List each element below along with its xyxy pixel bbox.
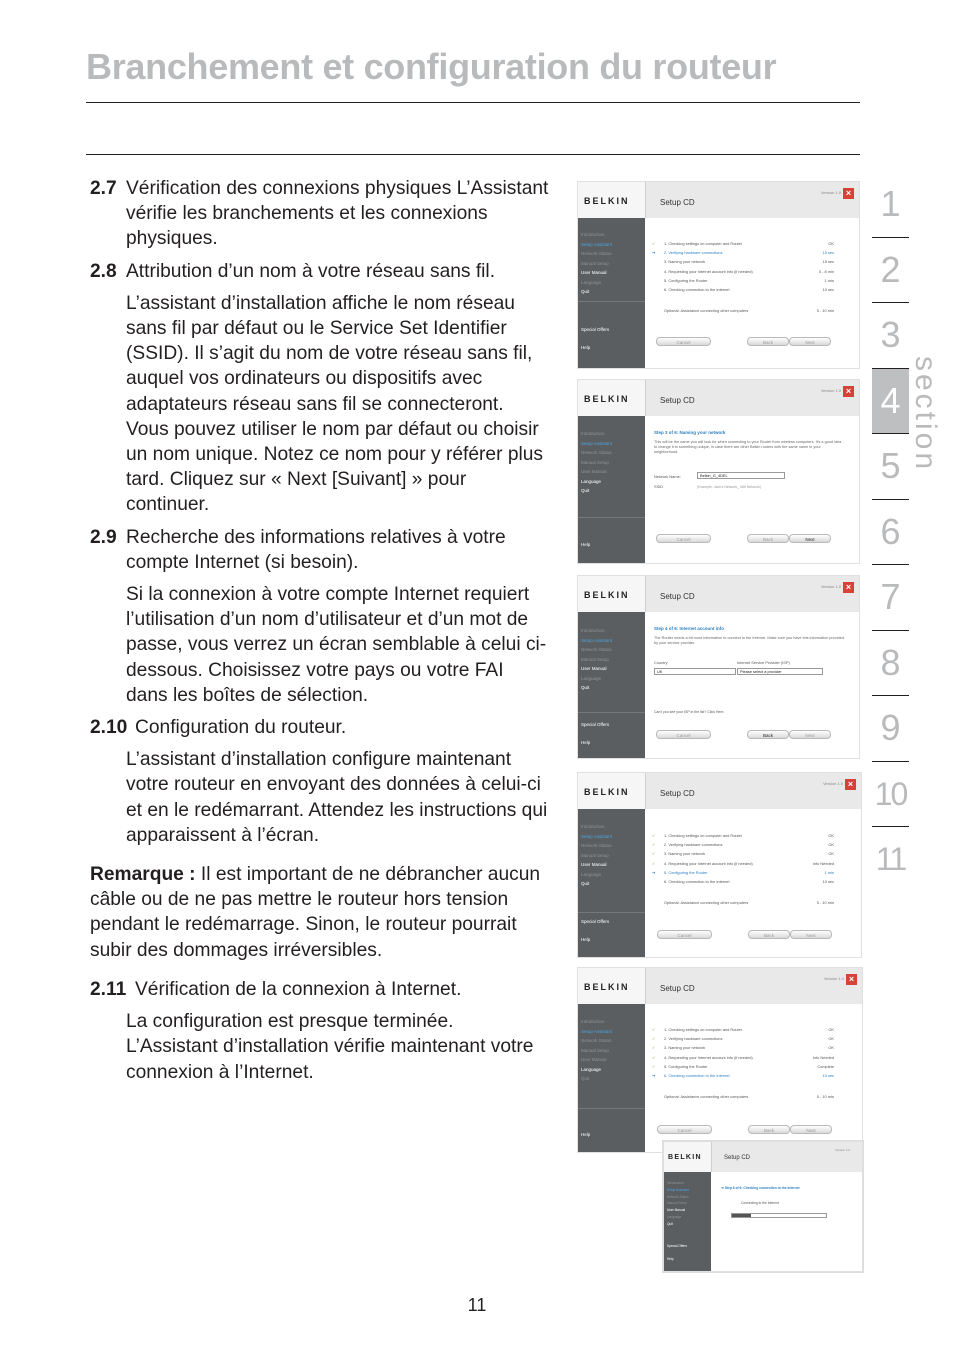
sidebar-help[interactable]: Help <box>581 542 591 547</box>
sidebar-item-language[interactable]: Language <box>581 1066 602 1072</box>
check-row: 4. Requesting your Internet account info (if needed) 0 - 8 min <box>664 268 834 274</box>
sidebar-item-manual-setup[interactable]: Manual Setup <box>667 1201 687 1206</box>
sidebar <box>578 416 645 563</box>
section-number-7[interactable]: 7 <box>872 565 909 631</box>
sidebar-help[interactable]: Help <box>667 1257 674 1261</box>
check-row: 3. Naming your network 15 sec <box>664 259 834 265</box>
sidebar-item-network-status[interactable]: Network Status <box>667 1194 689 1199</box>
sidebar-item-setup-assistant[interactable]: Setup Assistant <box>667 1187 689 1192</box>
section-nav <box>872 172 909 893</box>
screenshot-configuring-router <box>577 772 862 958</box>
sidebar-item-manual-setup[interactable]: Manual Setup <box>581 852 609 858</box>
isp-select[interactable]: Please select a provider <box>737 668 823 675</box>
main-panel <box>645 218 859 368</box>
step-heading: ➔ Step 6 of 6: Checking connection to the Internet <box>721 1186 800 1190</box>
sidebar-special-offers[interactable]: Special Offers <box>581 919 610 924</box>
check-icon: ✓ <box>652 833 656 838</box>
connection-status: Connecting to the Internet <box>741 1201 779 1205</box>
check-row: ✓ 2. Verifying hardware connections OK <box>652 840 834 849</box>
step-description: This will be the name you will look for when connecting to your Router from wireless computers. It's a good idea to change it to something unique, in case there are other Belkin routers with the same name in your neighborhood. <box>654 440 842 454</box>
belkin-logo: BELKIN <box>584 196 630 206</box>
check-row-current: ➔ 2. Verifying hardware connections 15 sec <box>652 248 834 257</box>
belkin-logo: BELKIN <box>584 982 630 992</box>
step-checklist <box>652 831 834 886</box>
cancel-button[interactable]: Cancel <box>656 534 711 543</box>
check-icon: ✓ <box>652 241 656 246</box>
cancel-button[interactable]: Cancel <box>657 930 712 939</box>
sidebar-item-language[interactable]: Language <box>667 1214 682 1219</box>
sidebar-item-user-manual[interactable]: User Manual <box>581 1057 607 1062</box>
next-button[interactable]: Next <box>789 534 831 543</box>
network-name-label: Network Name: <box>654 474 681 479</box>
sidebar-item-network-status[interactable]: Network Status <box>581 450 612 455</box>
section-number-1[interactable]: 1 <box>872 172 909 238</box>
item-2-7 <box>90 176 550 252</box>
belkin-logo: BELKIN <box>668 1154 702 1161</box>
sidebar-item-user-manual[interactable]: User Manual <box>581 469 607 474</box>
sidebar-item-language[interactable]: Language <box>581 871 602 877</box>
ssid-label: SSID <box>654 484 664 489</box>
sidebar-item-network-status[interactable]: Network Status <box>581 647 612 652</box>
next-button[interactable]: Next <box>789 730 831 739</box>
belkin-logo: BELKIN <box>584 590 630 600</box>
optional-assistance: Optional: Assistance connecting other computers 5 - 10 min <box>664 900 834 905</box>
section-number-8[interactable]: 8 <box>872 631 909 697</box>
item-number: 2.8 <box>90 260 117 282</box>
item-paragraph: La configuration est presque terminée. L’Assistant d’installation vérifie maintenant votre connexion à l’Internet. <box>126 1011 534 1083</box>
sidebar-divider <box>578 301 645 302</box>
item-text: Recherche des informations relatives à votre compte Internet (si besoin). <box>126 526 506 573</box>
sidebar-item-introduction[interactable]: Introduction <box>581 1019 605 1024</box>
item-paragraph: Si la connexion à votre compte Internet requiert l’utilisation d’un nom d’utilisateur et d’un mot de passe, vous verrez un écran semblable à celui ci-dessous. Choisissez votre pays ou votre FAI dans les boîtes de sélection. <box>126 584 547 706</box>
check-row: ✓ 1. Checking settings on computer and Router OK <box>652 831 834 840</box>
sidebar-special-offers[interactable]: Special Offers <box>581 722 610 727</box>
check-row: 6. Checking connection to the Internet 10 sec <box>664 879 834 885</box>
section-number-6[interactable]: 6 <box>872 500 909 566</box>
sidebar-item-language[interactable]: Language <box>581 279 602 285</box>
check-icon: ✓ <box>652 860 656 866</box>
check-row: ✓ 5. Configuring the Router Complete <box>652 1062 834 1071</box>
check-icon: ✓ <box>652 1045 656 1051</box>
logo-area <box>578 968 646 1004</box>
sidebar-item-quit[interactable]: Quit <box>581 1076 590 1081</box>
sidebar-item-quit[interactable]: Quit <box>581 488 590 493</box>
logo-area <box>578 773 646 809</box>
sidebar-item-user-manual[interactable]: User Manual <box>581 666 607 671</box>
window-title: Setup CD <box>660 396 695 405</box>
check-row: ✓ 1. Checking settings on computer and Router OK <box>652 239 834 248</box>
sidebar-divider <box>578 1108 645 1109</box>
main-panel <box>645 809 861 957</box>
main-panel <box>645 416 859 563</box>
sidebar-special-offers[interactable]: Special Offers <box>581 327 610 332</box>
sidebar-item-quit[interactable]: Quit <box>581 685 590 690</box>
country-label: Country <box>654 660 668 665</box>
next-button[interactable]: Next <box>789 337 831 346</box>
section-number-10[interactable]: 10 <box>872 762 909 828</box>
check-icon: ✓ <box>652 851 656 857</box>
sidebar-help[interactable]: Help <box>581 740 591 745</box>
sidebar-item-manual-setup[interactable]: Manual Setup <box>581 459 609 465</box>
check-row: ✓ 3. Naming your network OK <box>652 1043 834 1052</box>
check-row: ✓ 1. Checking settings on computer and Router OK <box>652 1025 834 1034</box>
version-label: Version 1.0 <box>820 388 841 393</box>
arrow-right-icon: ➔ <box>652 869 656 875</box>
item-number: 2.7 <box>90 178 117 199</box>
isp-help-link[interactable]: Can't you see your ISP in the list? Click Here. <box>654 710 725 714</box>
sidebar-item-manual-setup[interactable]: Manual Setup <box>581 1047 609 1053</box>
screenshot-account-info <box>577 575 860 759</box>
check-row: 5. Configuring the Router 1 min <box>664 277 834 283</box>
sidebar-divider <box>578 712 645 713</box>
item-2-10 <box>90 715 550 740</box>
sidebar-item-network-status[interactable]: Network Status <box>581 251 612 256</box>
item-2-8 <box>90 259 550 284</box>
screenshot-verifying-connections <box>577 181 860 369</box>
logo-area <box>578 576 646 612</box>
section-number-2[interactable]: 2 <box>872 238 909 304</box>
note-label: Remarque : <box>90 864 196 886</box>
check-row-current: ➔ 5. Configuring the Router 1 min <box>652 868 834 877</box>
version-label: Version 1.0 <box>820 190 841 195</box>
item-text: Attribution d’un nom à votre réseau sans fil. <box>126 260 496 282</box>
optional-assistance: Optional: Assistance connecting other computers 5 - 10 min <box>664 1094 834 1099</box>
page-number: 11 <box>467 1295 487 1315</box>
sidebar <box>664 1172 711 1271</box>
sidebar <box>578 1004 645 1152</box>
sidebar-item-user-manual[interactable]: User Manual <box>667 1208 686 1213</box>
item-text: Vérification de la connexion à Internet. <box>135 978 462 1000</box>
back-button[interactable]: Back <box>747 337 789 346</box>
window-title: Setup CD <box>660 984 695 993</box>
section-number-5[interactable]: 5 <box>872 434 909 500</box>
item-number: 2.9 <box>90 526 117 548</box>
section-number-9[interactable]: 9 <box>872 696 909 762</box>
belkin-logo: BELKIN <box>584 394 630 404</box>
check-icon: ✓ <box>652 1054 656 1060</box>
optional-assistance: Optional: Assistance connecting other computers 5 - 10 min <box>664 308 834 313</box>
sidebar <box>578 218 645 368</box>
sidebar-item-manual-setup[interactable]: Manual Setup <box>581 260 609 266</box>
sidebar-help[interactable]: Help <box>581 1132 591 1137</box>
item-number: 2.10 <box>90 717 128 739</box>
section-label-text: section <box>909 355 942 473</box>
sidebar-divider <box>578 912 645 913</box>
item-text: Configuration du routeur. <box>135 717 347 739</box>
body-text <box>90 176 550 1092</box>
item-paragraph: L’assistant d’installation affiche le nom réseau sans fil par défaut ou le Service Set Identifier (SSID). Il s’agit du nom de votre réseau sans fil, auquel vos ordinateurs ou dispositifs avec adaptateurs réseau sans fil se connecteront. Vous pouvez utiliser le nom par défaut ou choisir un nom unique. Notez ce nom pour y référer plus tard. Cliquez sur « Next [Suivant] » pour continuer. <box>126 292 544 516</box>
main-panel <box>711 1172 862 1271</box>
sidebar-item-introduction[interactable]: Introduction <box>581 628 605 633</box>
cancel-button[interactable]: Cancel <box>657 1125 712 1134</box>
logo-area <box>578 380 646 416</box>
step-description: The Router needs a bit more information to connect to the Internet. Make sure you have this information provided by your service provider. <box>654 636 844 645</box>
sidebar-item-introduction[interactable]: Introduction <box>581 232 605 237</box>
arrow-right-icon: ➔ <box>652 250 656 256</box>
arrow-right-icon: ➔ <box>721 1186 724 1190</box>
check-row: ✓ 3. Naming your network OK <box>652 849 834 858</box>
close-icon[interactable]: × <box>845 779 856 790</box>
sidebar-item-setup-assistant[interactable]: Setup Assistant <box>581 833 613 839</box>
check-row-current: ➔ 6. Checking connection to the Internet 10 sec <box>652 1071 834 1080</box>
section-number-3[interactable]: 3 <box>872 303 909 369</box>
back-button[interactable]: Back <box>748 1125 790 1134</box>
item-paragraph: L’assistant d’installation configure maintenant votre routeur en envoyant des données à celui-ci et en le redémarrant. Attendez les instructions qui apparaissent à l’écran. <box>126 749 548 846</box>
progress-fill <box>732 1214 751 1217</box>
item-2-9 <box>90 525 550 575</box>
check-icon: ✓ <box>652 1027 656 1032</box>
close-icon[interactable]: × <box>846 974 857 985</box>
version-label: Version 1.0 <box>823 976 844 981</box>
next-button[interactable]: Next <box>790 1125 832 1134</box>
window-title: Setup CD <box>724 1155 751 1161</box>
main-panel <box>645 612 859 758</box>
section-number-11[interactable]: 11 <box>875 841 906 877</box>
header-rule <box>86 102 860 103</box>
sidebar-item-manual-setup[interactable]: Manual Setup <box>581 656 609 662</box>
check-row: ✓ 4. Requesting your Internet account info (if needed) Info Needed <box>652 859 834 868</box>
step-heading: Step 3 of 6: Naming your network <box>654 430 726 435</box>
cancel-button[interactable]: Cancel <box>656 730 711 739</box>
step-heading: Step 4 of 6: Internet account info <box>654 626 725 631</box>
step-checklist <box>652 239 834 294</box>
sidebar-item-setup-assistant[interactable]: Setup Assistant <box>581 241 613 247</box>
sidebar-special-offers[interactable]: Special Offers <box>667 1244 687 1248</box>
cancel-button[interactable]: Cancel <box>656 337 711 346</box>
connection-progress-bar <box>731 1213 827 1218</box>
close-icon[interactable]: × <box>843 188 854 199</box>
ssid-example: (Example: Jack's Network_ Wifi Network) <box>697 485 761 489</box>
check-icon: ✓ <box>652 1063 656 1069</box>
check-row: ✓ 2. Verifying hardware connections OK <box>652 1034 834 1043</box>
sidebar-item-quit[interactable]: Quit <box>581 881 590 886</box>
sidebar-help[interactable]: Help <box>581 937 591 942</box>
sidebar-item-quit[interactable]: Quit <box>667 1221 673 1226</box>
check-row: 6. Checking connection to the Internet 10 sec <box>664 287 834 293</box>
sidebar-item-language[interactable]: Language <box>581 675 602 681</box>
isp-label: Internet Service Provider (ISP) <box>737 660 790 665</box>
back-button[interactable]: Back <box>747 730 789 739</box>
window-title: Setup CD <box>660 789 695 798</box>
main-panel <box>645 1004 862 1152</box>
arrow-right-icon: ➔ <box>652 1073 656 1079</box>
close-icon[interactable]: × <box>843 582 854 593</box>
sidebar-item-introduction[interactable]: Introduction <box>581 824 605 829</box>
sidebar-help[interactable]: Help <box>581 345 591 350</box>
country-select[interactable]: UK <box>654 668 736 675</box>
window-title: Setup CD <box>660 592 695 601</box>
item-2-11 <box>90 977 550 1002</box>
section-label <box>905 355 945 473</box>
screenshot-naming-network <box>577 379 860 564</box>
sidebar-divider <box>578 517 645 518</box>
logo-area <box>664 1142 712 1172</box>
sidebar-item-setup-assistant[interactable]: Setup Assistant <box>581 440 613 446</box>
sidebar-item-quit[interactable]: Quit <box>581 289 590 294</box>
sidebar-item-user-manual[interactable]: User Manual <box>581 862 607 867</box>
page-title: Branchement et configuration du routeur <box>86 46 777 87</box>
belkin-logo: BELKIN <box>584 787 630 797</box>
next-button[interactable]: Next <box>790 930 832 939</box>
step-checklist <box>652 1025 834 1080</box>
content-rule <box>86 154 860 155</box>
check-icon: ✓ <box>652 1036 656 1042</box>
version-label: Version 1.0 <box>822 781 843 786</box>
check-icon: ✓ <box>652 842 656 848</box>
logo-area <box>578 182 646 218</box>
screenshot-connecting-progress <box>663 1141 863 1272</box>
version-label: Version 1.0 <box>834 1148 850 1152</box>
check-row: ✓ 4. Requesting your Internet account info (if needed) Info Needed <box>652 1053 834 1062</box>
back-button[interactable]: Back <box>748 930 790 939</box>
section-number-4[interactable]: 4 <box>872 369 909 435</box>
note <box>90 862 550 963</box>
close-icon[interactable]: × <box>843 386 854 397</box>
version-label: Version 1.0 <box>820 584 841 589</box>
network-name-field[interactable]: Belkin_G_4DEL <box>697 472 785 479</box>
window-title: Setup CD <box>660 198 695 207</box>
note-text: Il est important de ne débrancher aucun câble ou de ne pas mettre le routeur hors tension pendant le redémarrage. Sinon, le routeur pourrait subir des dommages irréversibles. <box>90 864 541 961</box>
item-number: 2.11 <box>90 978 127 1000</box>
back-button[interactable]: Back <box>747 534 789 543</box>
screenshot-checking-internet <box>577 967 863 1153</box>
sidebar-item-introduction[interactable]: Introduction <box>581 431 605 436</box>
item-text: Vérification des connexions physiques L’Assistant vérifie les branchements et les connexions physiques. <box>126 178 549 250</box>
sidebar-item-network-status[interactable]: Network Status <box>581 843 612 848</box>
sidebar <box>578 612 645 758</box>
sidebar-item-network-status[interactable]: Network Status <box>581 1038 612 1043</box>
sidebar-item-user-manual[interactable]: User Manual <box>581 270 607 275</box>
sidebar <box>578 809 645 957</box>
sidebar-item-introduction[interactable]: Introduction <box>667 1181 684 1185</box>
sidebar-item-setup-assistant[interactable]: Setup Assistant <box>581 1028 613 1034</box>
sidebar-item-language[interactable]: Language <box>581 478 602 484</box>
sidebar-item-setup-assistant[interactable]: Setup Assistant <box>581 637 613 643</box>
